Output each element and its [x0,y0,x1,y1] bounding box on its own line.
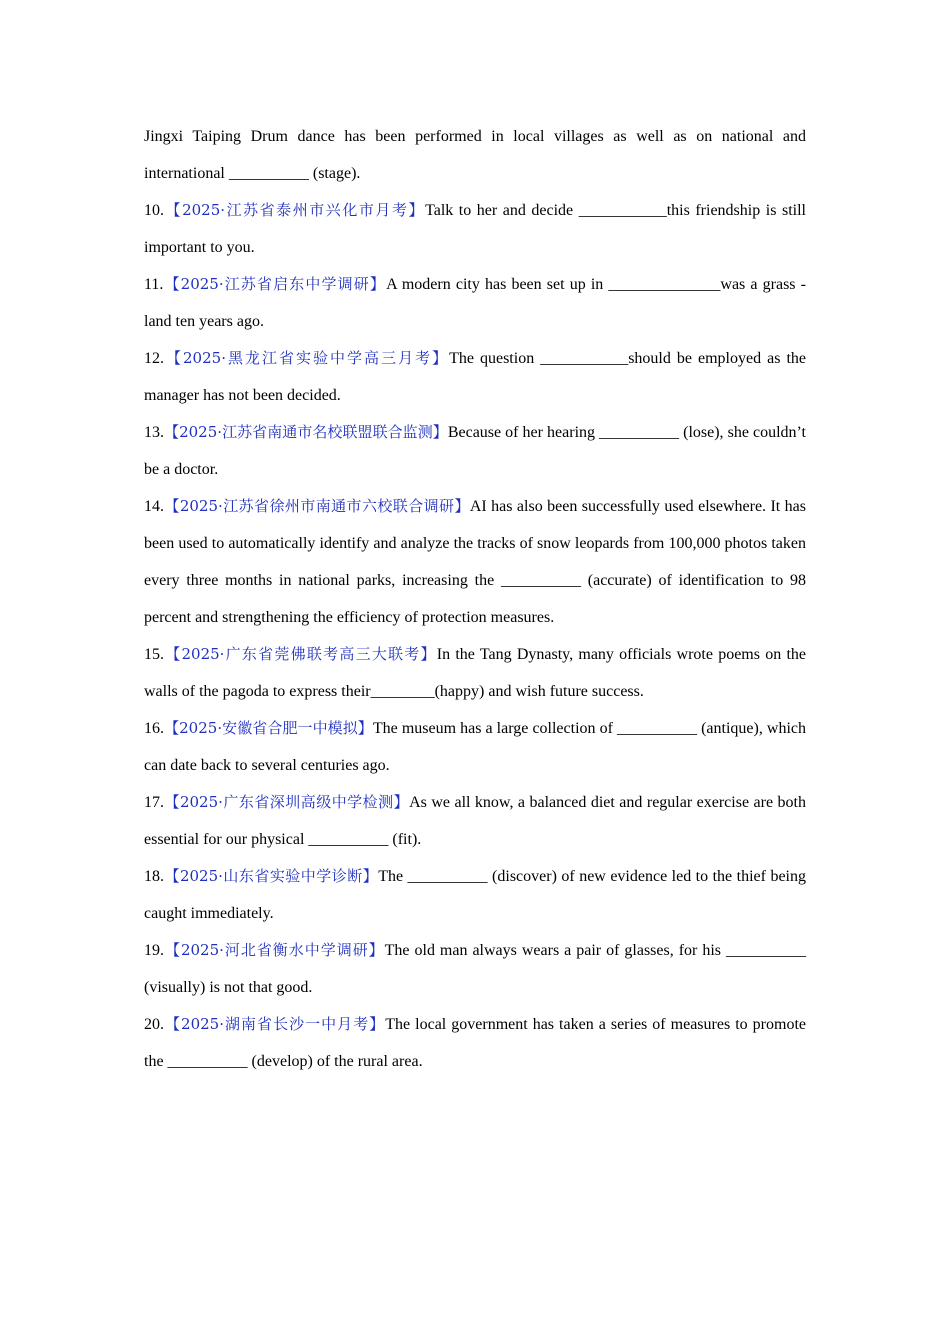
question-source: 【2025·江苏省泰州市兴化市月考】 [164,201,426,219]
question-number: 14. [144,498,164,515]
question-text: Because of her hearing __________ (lose), she couldn’t be a doctor. [144,424,806,478]
question-number: 17. [144,794,164,811]
question-source: 【2025·湖南省长沙一中月考】 [164,1015,386,1033]
question-source: 【2025·山东省实验中学诊断】 [164,867,379,885]
question-source: 【2025·黑龙江省实验中学高三月考】 [164,349,450,367]
question-text: The local government has taken a series of measures to promote the __________ (develop) of the rural area. [144,1016,806,1070]
question-number: 13. [144,424,164,441]
question-source: 【2025·广东省深圳高级中学检测】 [164,793,410,811]
question-10 [144,192,806,266]
exercise-list [144,118,806,1080]
question-source: 【2025·江苏省南通市名校联盟联合监测】 [164,423,448,441]
question-text: As we all know, a balanced diet and regular exercise are both essential for our physical __________ (fit). [144,794,806,848]
question-number: 19. [144,942,164,959]
question-text: In the Tang Dynasty, many officials wrote poems on the walls of the pagoda to express their________(happy) and wish future success. [144,646,806,700]
question-source: 【2025·江苏省启东中学调研】 [163,275,387,293]
question-text: The __________ (discover) of new evidence led to the thief being caught immediately. [144,868,806,922]
question-number: 15. [144,646,164,663]
continuation-text: Jingxi Taiping Drum dance has been performed in local villages as well as on national and international __________ (stage). [144,128,806,182]
question-19 [144,932,806,1006]
question-13 [144,414,806,488]
question-number: 11. [144,276,164,293]
question-number: 16. [144,720,164,737]
question-11 [144,266,806,340]
question-source: 【2025·江苏省徐州市南通市六校联合调研】 [164,497,470,515]
question-source: 【2025·河北省衡水中学调研】 [164,941,385,959]
question-source: 【2025·安徽省合肥一中模拟】 [164,719,373,737]
question-text: Talk to her and decide ___________this friendship is still important to you. [144,202,806,256]
question-text: The question ___________should be employed as the manager has not been decided. [144,350,806,404]
question-text: A modern city has been set up in ______________was a grass - land ten years ago. [144,276,806,330]
question-text: The museum has a large collection of __________ (antique), which can date back to several centuries ago. [144,720,806,774]
question-text: AI has also been successfully used elsewhere. It has been used to automatically identify and analyze the tracks of snow leopards from 100,000 photos taken every three months in national parks, increasing the __________ (accurate) of identification to 98 percent and strengthening the efficiency of protection measures. [144,498,806,626]
question-12 [144,340,806,414]
question-number: 18. [144,868,164,885]
question-text: The old man always wears a pair of glasses, for his __________ (visually) is not that good. [144,942,806,996]
question-14 [144,488,806,636]
question-15 [144,636,806,710]
question-17 [144,784,806,858]
question-20 [144,1006,806,1080]
question-number: 12. [144,350,164,367]
question-source: 【2025·广东省莞佛联考高三大联考】 [164,645,437,663]
question-18 [144,858,806,932]
question-number: 10. [144,202,164,219]
question-16 [144,710,806,784]
question-number: 20. [144,1016,164,1033]
